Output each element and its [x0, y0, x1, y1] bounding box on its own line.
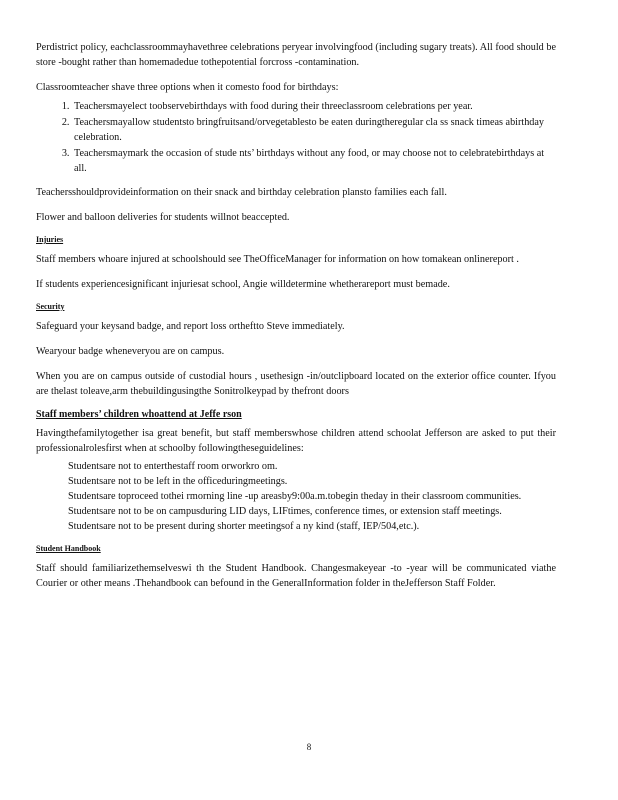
security-outside-hours: When you are on campus outside of custodial hours , usethesign -in/outclipboard located on the exterior office counter. Ifyou are thelast toleave,arm thebuildingusingthe Sonitrolkeypad by thefront doors — [36, 371, 556, 397]
injuries-heading: Injuries — [36, 235, 64, 244]
security-keys: Safeguard your keysand badge, and report loss ortheftto Steve immediately. — [36, 321, 345, 332]
handbook-text: Staff should familiarizethemselveswi th the Student Handbook. Changesmakeyear -to -year will be communicated viathe Courier or other means .Thehandbook can befound in the GeneralInformation folder in theJefferson Staff Folder. — [36, 563, 556, 589]
children-guidelines-list — [36, 460, 556, 534]
children-intro: Havingthefamilytogether isa great benefit, but staff memberswhose children attend schoolat Jefferson are asked to put their professionalrolesfirst when at schoolby followingtheseguidelines: — [36, 428, 556, 454]
injuries-staff: Staff members whoare injured at schoolshould see TheOfficeManager for information on how tomakean onlinereport . — [36, 254, 519, 265]
page-number: 8 — [306, 742, 312, 752]
celebration-policy: Perdistrict policy, eachclassroommayhavethree celebrations peryear involvingfood (including sugary treats). All food should be store -bought rather than homemadedue tothepotential forcross -contamination. — [36, 42, 556, 68]
children-heading: Staff members’ children whoattend at Jeffe rson — [36, 409, 242, 420]
bullet-icon — [52, 460, 68, 474]
list-item: Studentsare not to be on campusduring LID days, LIFtimes, conference times, or extension staff meetings. — [52, 505, 556, 519]
snack-info: Teachersshouldprovideinformation on their snack and birthday celebration plansto families each fall. — [36, 187, 447, 198]
list-item: 1. Teachersmayelect toobservebirthdays with food during their threeclassroom celebrations per year. — [72, 99, 556, 114]
birthday-options-list — [36, 99, 556, 176]
handbook-heading: Student Handbook — [36, 544, 101, 553]
list-item: Studentsare not to enterthestaff room orworkro om. — [52, 460, 556, 474]
list-item: 3. Teachersmaymark the occasion of stude nts’ birthdays without any food, or may choose not to celebratebirthdays at all. — [72, 146, 556, 176]
list-item: Studentsare toproceed tothei rmorning line -up areasby9:00a.m.tobegin theday in their classroom communities. — [52, 490, 556, 504]
list-item: 2. Teachersmayallow studentsto bringfruitsand/orvegetablesto be eaten duringtheregular cla ss snack timeas abirthday celebration. — [72, 115, 556, 145]
security-badge: Wearyour badge wheneveryou are on campus. — [36, 346, 225, 357]
birthday-options-intro: Classroomteacher shave three options when it comesto food for birthdays: — [36, 82, 339, 93]
bullet-icon — [52, 490, 68, 504]
list-item: Studentsare not to be left in the officeduringmeetings. — [52, 475, 556, 489]
bullet-icon — [52, 475, 68, 489]
bullet-icon — [52, 505, 68, 519]
document-page — [36, 40, 556, 601]
injuries-students: If students experiencesignificant injuriesat school, Angie willdetermine whetherareport must bemade. — [36, 279, 450, 290]
security-heading: Security — [36, 302, 65, 311]
bullet-icon — [52, 520, 68, 534]
list-item: Studentsare not to be present during shorter meetingsof a ny kind (staff, IEP/504,etc.). — [52, 520, 556, 534]
deliveries-note: Flower and balloon deliveries for students willnot beaccepted. — [36, 212, 290, 223]
